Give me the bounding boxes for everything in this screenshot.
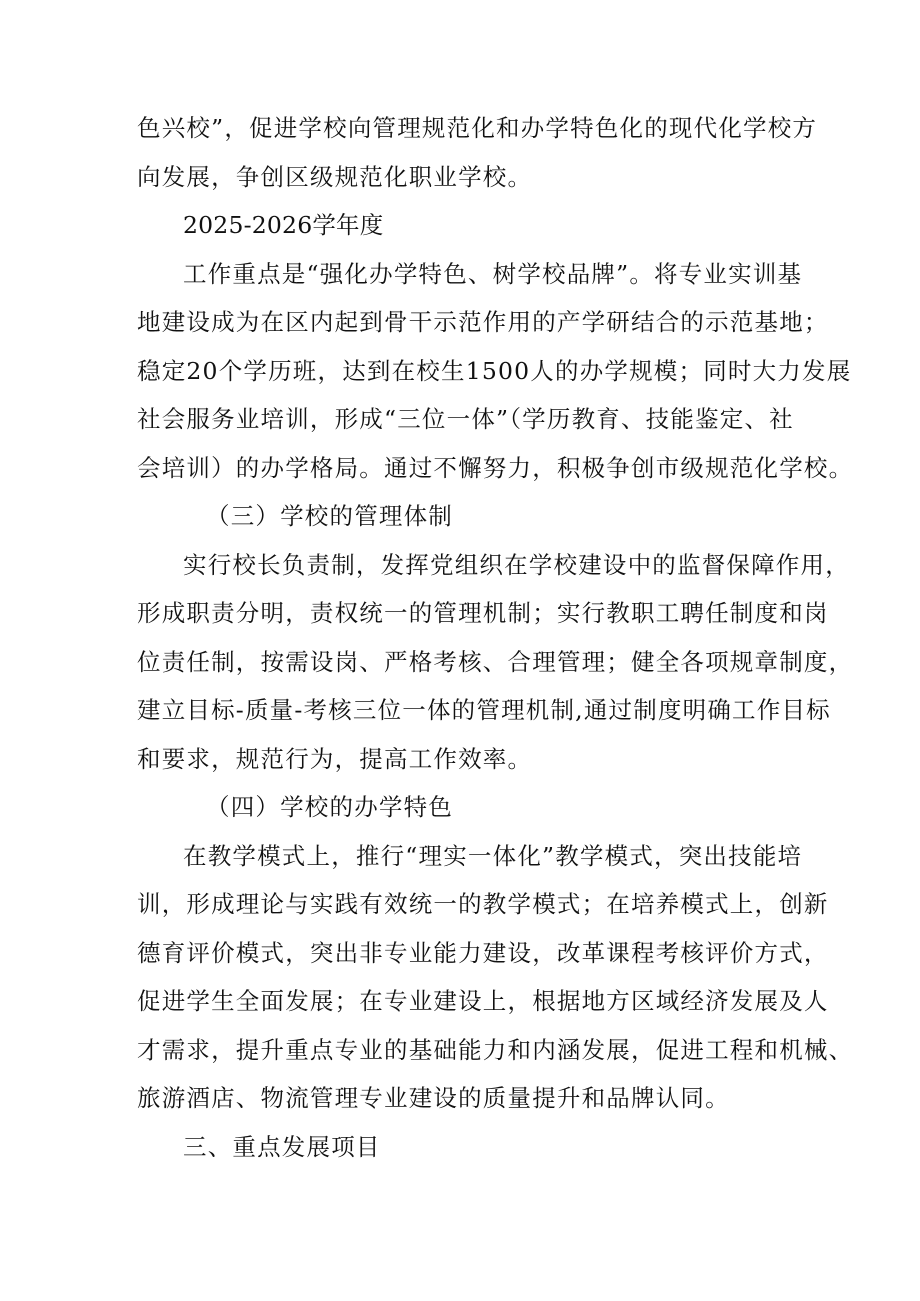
text-line: 才需求，提升重点专业的基础能力和内涵发展，促进工程和机械、 (137, 1036, 854, 1064)
text-line: 色兴校”，促进学校向管理规范化和办学特色化的现代化学校方 (137, 114, 818, 142)
text-line: 地建设成为在区内起到骨干示范作用的产学研结合的示范基地； (137, 308, 829, 336)
text-line: 社会服务业培训，形成“三位一体”（学历教育、技能鉴定、社 (137, 405, 794, 433)
text-line: 位责任制，按需设岗、严格考核、合理管理；健全各项规章制度， (137, 648, 854, 676)
year-heading: 2025-2026学年度 (183, 211, 384, 239)
text-line: 形成职责分明，责权统一的管理机制；实行教职工聘任制度和岗 (137, 599, 829, 627)
text-line: 促进学生全面发展；在专业建设上，根据地方区域经济发展及人 (137, 987, 829, 1015)
text-line: 稳定20个学历班，达到在校生1500人的办学规模；同时大力发展 (137, 357, 852, 385)
text-line: 德育评价模式，突出非专业能力建设，改革课程考核评价方式， (137, 939, 829, 967)
text-line: 训，形成理论与实践有效统一的教学模式；在培养模式上，创新 (137, 890, 829, 918)
text-line: 在教学模式上，推行“理实一体化”教学模式，突出技能培 (183, 842, 803, 870)
text-line: 建立目标-质量-考核三位一体的管理机制,通过制度明确工作目标 (137, 696, 831, 724)
text-line: 实行校长负责制，发挥党组织在学校建设中的监督保障作用， (183, 551, 850, 579)
text-line: 和要求，规范行为，提高工作效率。 (137, 745, 533, 773)
text-line: 工作重点是“强化办学特色、树学校品牌”。将专业实训基 (183, 260, 803, 288)
section-heading: （四）学校的办学特色 (206, 793, 453, 821)
section-heading: （三）学校的管理体制 (206, 502, 453, 530)
chapter-heading: 三、重点发展项目 (183, 1133, 381, 1161)
text-line: 旅游酒店、物流管理专业建设的质量提升和品牌认同。 (137, 1084, 730, 1112)
text-line: 会培训）的办学格局。通过不懈努力，积极争创市级规范化学校。 (137, 454, 854, 482)
text-line: 向发展，争创区级规范化职业学校。 (137, 163, 533, 191)
